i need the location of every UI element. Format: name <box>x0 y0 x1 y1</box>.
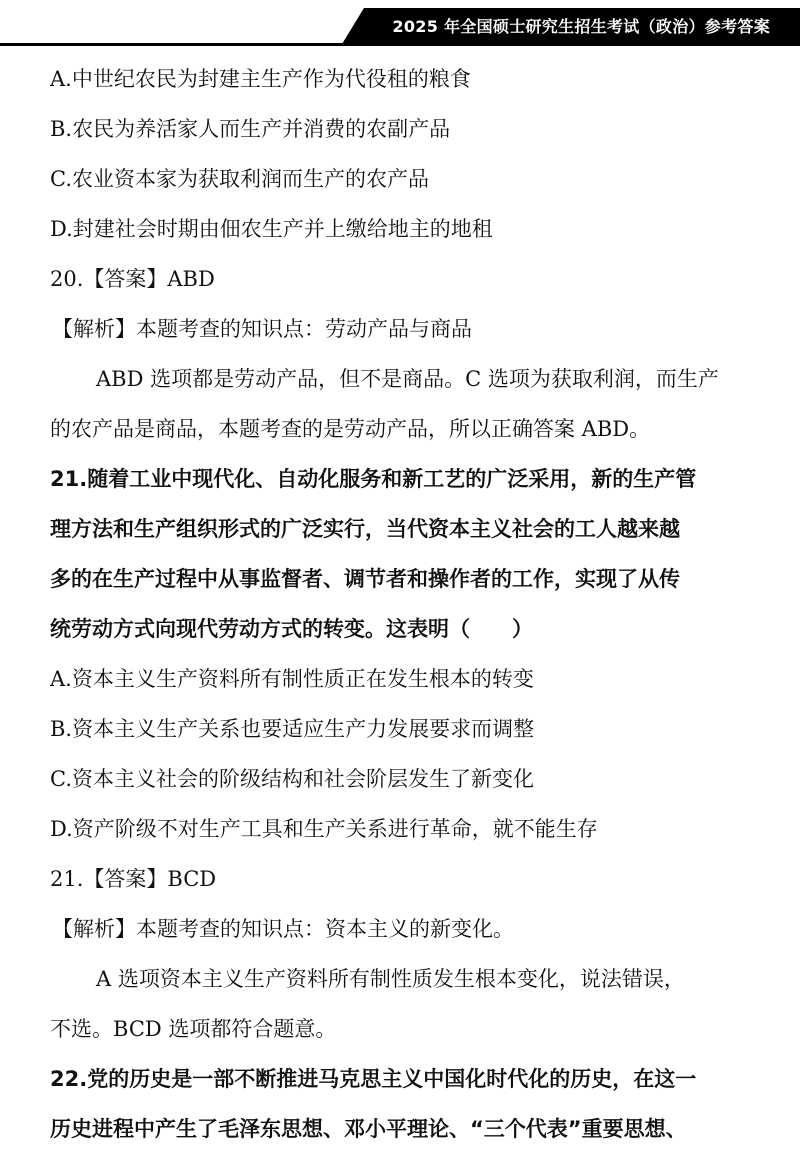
q21-option-c: C.资本主义社会的阶级结构和社会阶层发生了新变化 <box>50 767 534 791</box>
q21-option-d: D.资产阶级不对生产工具和生产关系进行革命，就不能生存 <box>50 817 598 841</box>
q20-option-a: A.中世纪农民为封建主生产作为代役租的粮食 <box>50 67 471 91</box>
q21-question-line-4: 统劳动方式向现代劳动方式的转变。这表明（ ） <box>50 617 533 641</box>
q22-question-line-2: 历史进程中产生了毛泽东思想、邓小平理论、“三个代表”重要思想、 <box>50 1117 687 1141</box>
q20-analysis: 【解析】本题考查的知识点：劳动产品与商品 <box>52 317 472 341</box>
q21-question-line-1: 21.随着工业中现代化、自动化服务和新工艺的广泛采用，新的生产管 <box>50 467 697 491</box>
q21-option-b: B.资本主义生产关系也要适应生产力发展要求而调整 <box>50 717 535 741</box>
page-header <box>0 0 800 50</box>
q20-option-b: B.农民为养活家人而生产并消费的农副产品 <box>50 117 451 141</box>
q21-answer: 21.【答案】BCD <box>50 867 217 891</box>
q20-answer: 20.【答案】ABD <box>50 267 215 291</box>
header-title: 2025 年全国硕士研究生招生考试（政治）参考答案 <box>392 17 770 36</box>
q20-option-c: C.农业资本家为获取利润而生产的农产品 <box>50 167 429 191</box>
q21-explanation-line-1: A 选项资本主义生产资料所有制性质发生根本变化，说法错误， <box>96 967 685 991</box>
q20-explanation-line-2: 的农产品是商品，本题考查的是劳动产品，所以正确答案 ABD。 <box>50 417 651 441</box>
document-body <box>50 54 762 1154</box>
q21-analysis: 【解析】本题考查的知识点：资本主义的新变化。 <box>52 917 514 941</box>
q21-explanation-line-2: 不选。BCD 选项都符合题意。 <box>50 1017 337 1041</box>
q20-explanation-line-1: ABD 选项都是劳动产品，但不是商品。C 选项为获取利润，而生产 <box>96 367 719 391</box>
q22-question-line-1: 22.党的历史是一部不断推进马克思主义中国化时代化的历史，在这一 <box>50 1067 697 1091</box>
q21-question-line-2: 理方法和生产组织形式的广泛实行，当代资本主义社会的工人越来越 <box>50 517 680 541</box>
q20-option-d: D.封建社会时期由佃农生产并上缴给地主的地租 <box>50 217 493 241</box>
q21-question-line-3: 多的在生产过程中从事监督者、调节者和操作者的工作，实现了从传 <box>50 567 680 591</box>
q21-option-a: A.资本主义生产资料所有制性质正在发生根本的转变 <box>50 667 534 691</box>
